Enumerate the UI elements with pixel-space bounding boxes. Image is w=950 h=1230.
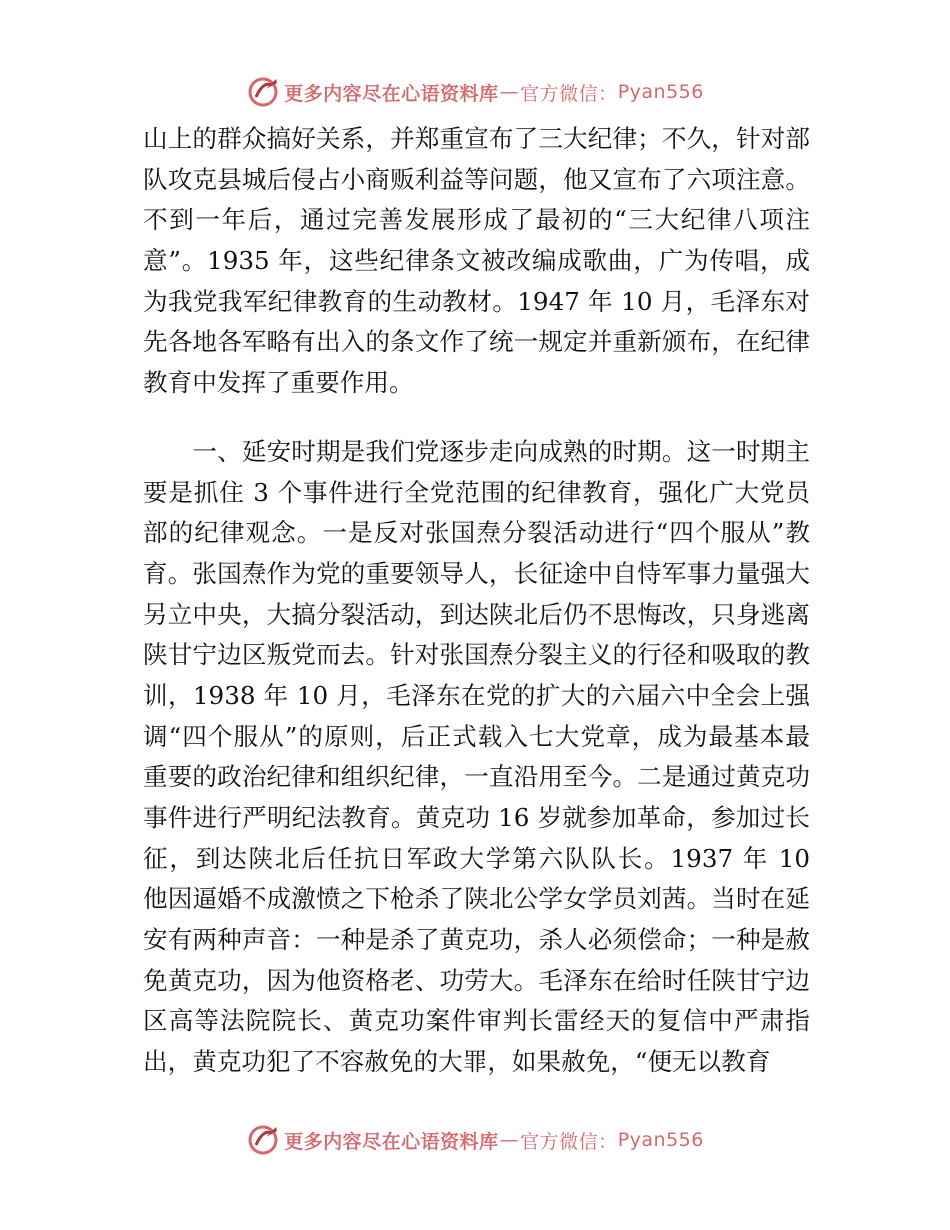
text-line: 教育中发挥了重要作用。 bbox=[143, 368, 414, 398]
brand-logo-icon bbox=[246, 1123, 280, 1157]
text-line: 事件进行严明纪法教育。黄克功 16 岁就参加革命，参加过长 bbox=[143, 803, 810, 832]
header-contact-label: 官方微信： bbox=[520, 82, 618, 105]
text-line: 队攻克县城后侵占小商贩利益等问题，他又宣布了六项注意。 bbox=[143, 164, 810, 194]
text-line: 调“四个服从”的原则，后正式载入七大党章，成为最基本最 bbox=[143, 721, 810, 751]
text-line: 出，黄克功犯了不容赦免的大罪，如果赦免，“便无以教育 bbox=[143, 1047, 771, 1077]
header-separator: — bbox=[499, 81, 520, 103]
text-line: 他因逼婚不成激愤之下枪杀了陕北公学女学员刘茜。当时在延 bbox=[143, 884, 810, 914]
paragraph-gap bbox=[143, 404, 810, 432]
text-line: 要是抓住 3 个事件进行全党范围的纪律教育，强化广大党员 bbox=[143, 477, 810, 507]
text-line: 另立中央，大搞分裂活动，到达陕北后仍不思悔改，只身逃离 bbox=[143, 599, 810, 629]
footer-separator: — bbox=[499, 1129, 520, 1151]
paragraph-2 bbox=[143, 432, 810, 1083]
header-watermark bbox=[0, 72, 950, 112]
text-line: 训，1938 年 10 月，毛泽东在党的扩大的六届六中全会上强 bbox=[143, 680, 810, 710]
text-line: 征，到达陕北后任抗日军政大学第六队队长。1937 年 10 bbox=[143, 843, 810, 873]
brand-logo-icon bbox=[246, 75, 280, 109]
text-line: 免黄克功，因为他资格老、功劳大。毛泽东在给时任陕甘宁边 bbox=[143, 965, 810, 995]
header-wechat-id: Pyan556 bbox=[617, 81, 704, 103]
footer-wechat-id: Pyan556 bbox=[617, 1129, 704, 1151]
footer-brand: 更多内容尽在心语资料库 bbox=[284, 1130, 499, 1153]
text-line: 为我党我军纪律教育的生动教材。1947 年 10 月，毛泽东对 bbox=[143, 286, 810, 316]
text-line: 意”。1935 年，这些纪律条文被改编成歌曲，广为传唱，成 bbox=[143, 246, 810, 276]
text-line: 重要的政治纪律和组织纪律，一直沿用至今。二是通过黄克功 bbox=[143, 762, 810, 792]
header-brand: 更多内容尽在心语资料库 bbox=[284, 82, 499, 105]
footer-watermark bbox=[0, 1120, 950, 1160]
text-line: 安有两种声音：一种是杀了黄克功，杀人必须偿命；一种是赦 bbox=[143, 925, 810, 955]
text-line: 部的纪律观念。一是反对张国焘分裂活动进行“四个服从”教 bbox=[143, 518, 810, 548]
paragraph-1 bbox=[143, 119, 810, 404]
text-line: 一、延安时期是我们党逐步走向成熟的时期。这一时期主 bbox=[143, 436, 810, 466]
text-line: 区高等法院院长、黄克功案件审判长雷经天的复信中严肃指 bbox=[143, 1006, 810, 1036]
document-body bbox=[143, 119, 810, 1083]
text-line: 先各地各军略有出入的条文作了统一规定并重新颁布，在纪律 bbox=[143, 327, 810, 357]
text-line: 育。张国焘作为党的重要领导人，长征途中自恃军事力量强大 bbox=[143, 558, 810, 588]
footer-contact-label: 官方微信： bbox=[520, 1130, 618, 1153]
text-line: 山上的群众搞好关系，并郑重宣布了三大纪律；不久，针对部 bbox=[143, 124, 810, 153]
text-line: 不到一年后，通过完善发展形成了最初的“三大纪律八项注 bbox=[143, 205, 810, 235]
text-line: 陕甘宁边区叛党而去。针对张国焘分裂主义的行径和吸取的教 bbox=[143, 640, 810, 670]
